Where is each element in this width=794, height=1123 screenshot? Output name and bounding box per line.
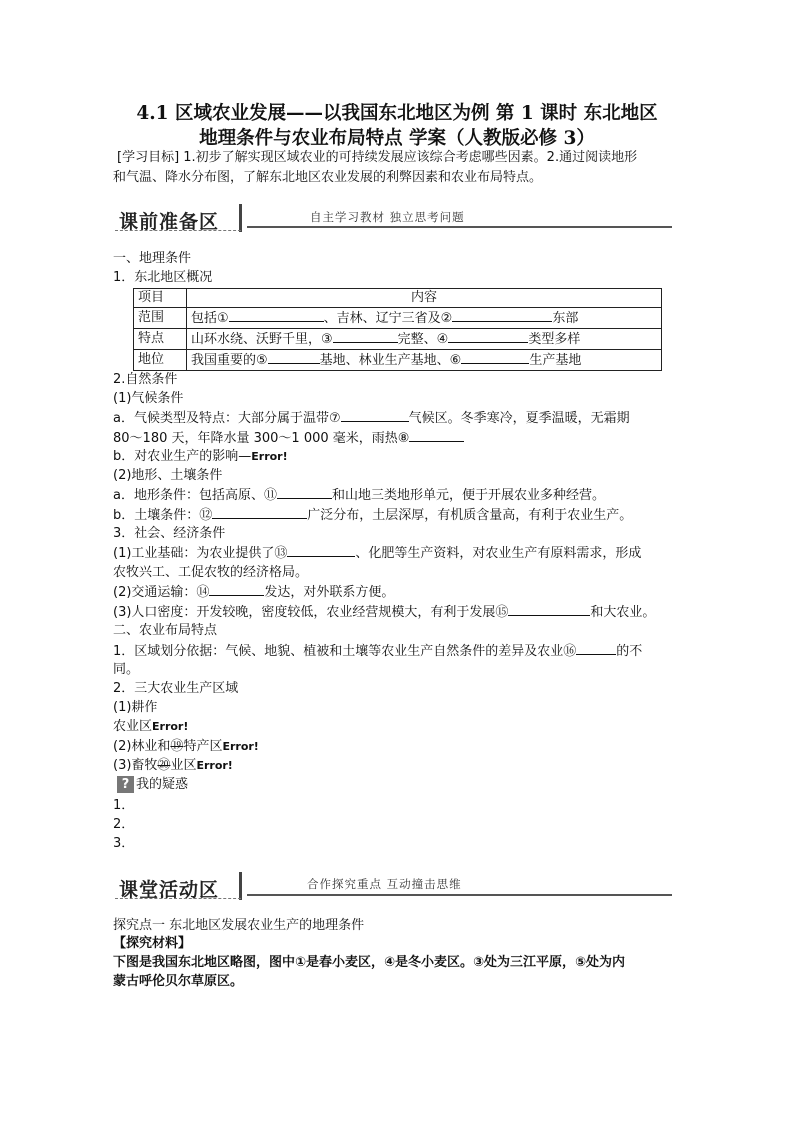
doubts-label: 我的疑惑 xyxy=(136,777,189,792)
text: (3)畜牧 xyxy=(113,758,158,773)
struck-text: ⑳ xyxy=(157,758,171,773)
text: b．土壤条件：⑫ xyxy=(113,508,213,523)
transport-line xyxy=(113,582,394,602)
zone2-line xyxy=(113,737,259,756)
climate-heading: (1)气候条件 xyxy=(113,391,184,406)
fill-blank[interactable] xyxy=(287,543,355,557)
table-row-content xyxy=(187,329,662,350)
error-text: Error! xyxy=(152,720,189,733)
table-header-item: 项目 xyxy=(134,289,187,308)
cell-text: 我国重要的⑤ xyxy=(191,353,268,368)
terrain-b-line xyxy=(113,505,632,525)
section-underline xyxy=(115,898,241,899)
population-line xyxy=(113,602,655,622)
cell-text: 山环水绕、沃野千里，③ xyxy=(191,332,333,347)
section-divider xyxy=(239,872,242,900)
text: a．气候类型及特点：大部分属于温带⑦ xyxy=(113,411,341,426)
zone1-line2 xyxy=(113,717,188,736)
climate-a-line1 xyxy=(113,408,630,428)
section-divider xyxy=(239,204,242,232)
text: 1．区域划分依据：气候、地貌、植被和土壤等农业生产自然条件的差异及农业⑯ xyxy=(113,644,577,659)
text: 和大农业。 xyxy=(590,605,656,620)
fill-blank[interactable] xyxy=(448,329,528,343)
error-text: Error! xyxy=(222,740,259,753)
question-icon: ? xyxy=(117,776,134,793)
section-subtitle-prep: 自主学习教材 独立思考问题 xyxy=(310,210,465,224)
table-header-row xyxy=(134,289,662,308)
text: 发达，对外联系方便。 xyxy=(264,585,395,600)
text: 的不 xyxy=(616,644,643,659)
fill-blank[interactable] xyxy=(212,505,307,519)
cell-text: 类型多样 xyxy=(528,332,581,347)
doubt-item: 2． xyxy=(113,817,135,832)
objectives-line2: 和气温、降水分布图，了解东北地区农业发展的利弊因素和农业布局特点。 xyxy=(113,170,543,185)
natural-heading: 2.自然条件 xyxy=(113,372,178,387)
fill-blank[interactable] xyxy=(452,308,552,322)
error-text: Error! xyxy=(196,759,233,772)
social-heading: 3．社会、经济条件 xyxy=(113,526,226,541)
fill-blank[interactable] xyxy=(341,408,409,422)
climate-b-line xyxy=(113,447,288,466)
zone1-line1: (1)耕作 xyxy=(113,700,158,715)
overview-table xyxy=(133,288,662,371)
terrain-a-line xyxy=(113,485,605,505)
fill-blank[interactable] xyxy=(409,428,464,442)
fill-blank[interactable] xyxy=(333,329,398,343)
industry-line1 xyxy=(113,543,641,563)
fill-blank[interactable] xyxy=(508,602,590,616)
basis-line1 xyxy=(113,641,642,661)
heading-geo: 一、地理条件 xyxy=(113,251,192,266)
table-header-content: 内容 xyxy=(187,289,662,308)
table-row xyxy=(134,308,662,329)
layout-heading: 二、农业布局特点 xyxy=(113,623,218,638)
text: (3)人口密度：开发较晚，密度较低，农业经营规模大，有利于发展⑮ xyxy=(113,605,509,620)
terrain-heading: (2)地形、土壤条件 xyxy=(113,468,223,483)
zones-heading: 2．三大农业生产区域 xyxy=(113,681,239,696)
heading-overview: 1．东北地区概况 xyxy=(113,270,213,285)
section-title-prep: 课前准备区 xyxy=(119,211,220,233)
struck-text: ⑲ xyxy=(170,739,184,754)
fill-blank[interactable] xyxy=(277,485,332,499)
text: 广泛分布，土层深厚，有机质含量高，有利于农业生产。 xyxy=(307,508,633,523)
table-row-content xyxy=(187,308,662,329)
industry-line2: 农牧兴工、工促农牧的经济格局。 xyxy=(113,565,309,580)
text: 特产区 xyxy=(183,739,223,754)
fill-blank[interactable] xyxy=(209,582,264,596)
error-text: Error! xyxy=(251,450,288,463)
section-underline xyxy=(115,230,241,231)
fill-blank[interactable] xyxy=(268,350,320,364)
climate-a-line2 xyxy=(113,428,464,448)
table-row-label: 范围 xyxy=(134,308,187,329)
text: 和山地三类地形单元，便于开展农业多种经营。 xyxy=(331,488,605,503)
table-row-content xyxy=(187,350,662,371)
page-title-line2: 地理条件与农业布局特点 学案（人教版必修 3） xyxy=(199,128,595,149)
text: 业区 xyxy=(170,758,197,773)
basis-line2: 同。 xyxy=(113,662,140,677)
text: 80～180 天，年降水量 300～1 000 毫米，雨热⑧ xyxy=(113,431,410,446)
text: 农业区 xyxy=(113,719,153,734)
cell-text: 东部 xyxy=(552,311,579,326)
table-row xyxy=(134,350,662,371)
zone3-line xyxy=(113,756,233,775)
text: b．对农业生产的影响— xyxy=(113,449,252,464)
explore-text-line1: 下图是我国东北地区略图，图中①是春小麦区，④是冬小麦区。③处为三江平原，⑤处为内 xyxy=(113,955,626,970)
text: a．地形条件：包括高原、⑪ xyxy=(113,488,277,503)
doubt-item: 3． xyxy=(113,836,135,851)
text: (2)交通运输：⑭ xyxy=(113,585,210,600)
fill-blank[interactable] xyxy=(576,641,616,655)
cell-text: 包括① xyxy=(191,311,229,326)
cell-text: 、吉林、辽宁三省及② xyxy=(323,311,453,326)
fill-blank[interactable] xyxy=(229,308,324,322)
fill-blank[interactable] xyxy=(461,350,529,364)
cell-text: 基地、林业生产基地、⑥ xyxy=(319,353,462,368)
doubts-header xyxy=(117,775,188,794)
section-subtitle-class: 合作探究重点 互动撞击思维 xyxy=(307,877,462,891)
doubt-item: 1． xyxy=(113,798,135,813)
table-row-label: 特点 xyxy=(134,329,187,350)
section-title-class: 课堂活动区 xyxy=(119,879,220,901)
page-title-line1: 4.1 区域农业发展——以我国东北地区为例 第 1 课时 东北地区 xyxy=(136,103,658,124)
table-row xyxy=(134,329,662,350)
explore-point: 探究点一 东北地区发展农业生产的地理条件 xyxy=(113,918,365,933)
table-row-label: 地位 xyxy=(134,350,187,371)
explore-material-heading: 【探究材料】 xyxy=(113,936,192,951)
text: 气候区。冬季寒冷，夏季温暖，无霜期 xyxy=(408,411,630,426)
cell-text: 完整、④ xyxy=(397,332,449,347)
objectives-line1: [学习目标] 1.初步了解实现区域农业的可持续发展应该综合考虑哪些因素。2.通过阅读地形 xyxy=(117,150,638,165)
explore-text-line2: 蒙古呼伦贝尔草原区。 xyxy=(113,974,244,989)
text: (2)林业和 xyxy=(113,739,171,754)
cell-text: 生产基地 xyxy=(529,353,582,368)
text: 、化肥等生产资料，对农业生产有原料需求，形成 xyxy=(355,546,642,561)
text: (1)工业基础：为农业提供了⑬ xyxy=(113,546,288,561)
